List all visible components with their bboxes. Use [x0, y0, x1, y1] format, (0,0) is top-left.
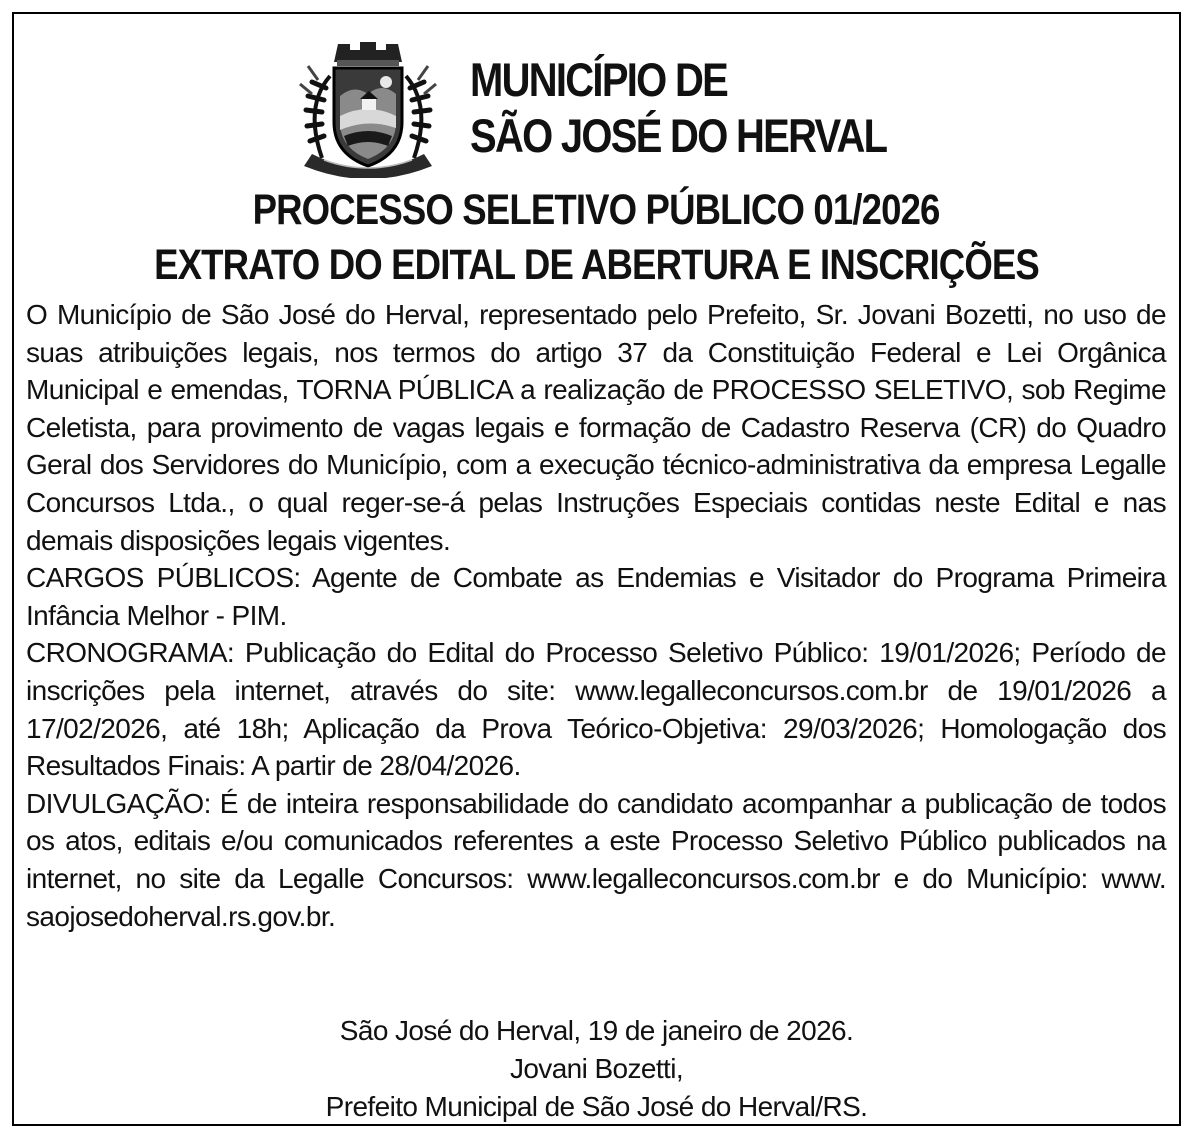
divulgacao-paragraph: DIVULGAÇÃO: É de inteira responsabilidade do candidato acompanhar a publicação de todos os atos, editais e/ou comunicados referentes a este Processo Seletivo Público publicados na internet, no site da Legalle Concursos: www.legalleconcursos.com.br e do Município: www. saojosedoherval.rs.gov.br.	[26, 787, 1166, 932]
process-title-text: PROCESSO SELETIVO PÚBLICO 01/2026	[253, 186, 940, 234]
municipality-line2: SÃO JOSÉ DO HERVAL	[470, 109, 887, 162]
notice-frame	[12, 12, 1181, 1126]
signatory-name: Jovani Bozetti,	[509, 1053, 684, 1084]
municipal-coat-of-arms-icon	[282, 36, 454, 178]
intro-paragraph: O Município de São José do Herval, representado pelo Prefeito, Sr. Jovani Bozetti, no uso de suas atribuições legais, nos termos do artigo 37 da Constituição Federal e Lei Orgânica Municipal e emendas, TORNA PÚBLICA a realização de PROCESSO SELETIVO, sob Regime Celetista, para provimento de vagas legais e formação de Cadastro Reserva (CR) do Quadro Geral dos Servidores do Município, com a execução técnico-administrativa da empresa Legalle Concursos Ltda., o qual reger-se-á pelas Instruções Especiais contidas neste Edital e nas demais disposições legais vigentes.	[26, 299, 1166, 556]
extract-title	[14, 240, 1179, 290]
place-date: São José do Herval, 19 de janeiro de 2026.	[339, 1015, 854, 1046]
municipality-line1: MUNICÍPIO DE	[470, 53, 728, 106]
cronograma-paragraph: CRONOGRAMA: Publicação do Edital do Processo Seletivo Público: 19/01/2026; Período de inscrições pela internet, através do site: www.legalleconcursos.com.br de 19/01/2026 a 17/02/2026, até 18h; Aplicação da Prova Teórico-Objetiva: 29/03/2026; Homologação dos Resultados Finais: A partir de 28/04/2026.	[26, 637, 1166, 782]
process-title	[14, 185, 1179, 235]
signature-block	[14, 1012, 1179, 1126]
extract-title-text: EXTRATO DO EDITAL DE ABERTURA E INSCRIÇÕES	[154, 241, 1039, 289]
municipality-name	[470, 52, 886, 164]
notice-body	[26, 296, 1166, 935]
cargos-paragraph: CARGOS PÚBLICOS: Agente de Combate as Endemias e Visitador do Programa Primeira Infância Melhor - PIM.	[26, 562, 1166, 631]
signatory-role: Prefeito Municipal de São José do Herval/RS.	[325, 1091, 868, 1122]
